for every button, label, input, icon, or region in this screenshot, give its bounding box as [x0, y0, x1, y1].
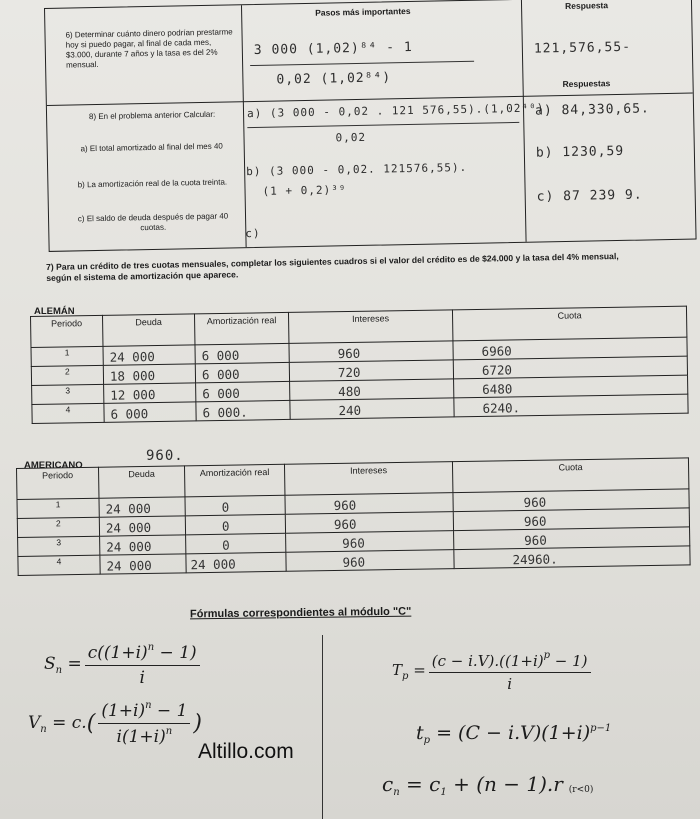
question-8a: a) El total amortizado al final del mes 40 — [80, 141, 223, 154]
debt-cell: 24 000 — [99, 516, 185, 536]
installment-cell: 6960 — [453, 337, 687, 360]
column-header: Intereses — [288, 310, 452, 344]
q8a-work-numerator: a) (3 000 - 0,02 . 121 576,55).(1,02⁴⁰) — [246, 101, 545, 121]
column-header: Periodo — [31, 315, 103, 347]
column-header: Intereses — [284, 462, 452, 496]
column-divider — [241, 5, 247, 247]
americano-table — [16, 457, 691, 576]
period-cell: 4 — [32, 403, 104, 423]
amortization-cell: 24 000 — [186, 552, 286, 573]
debt-cell: 24 000 — [100, 554, 186, 574]
q8b-work-numerator: b) (3 000 - 0,02. 121576,55). — [246, 160, 468, 179]
question-8-intro: 8) En el problema anterior Calcular: — [88, 109, 216, 122]
exercise-table — [44, 0, 697, 252]
period-cell: 2 — [31, 365, 103, 385]
answer-header: Respuesta — [564, 0, 609, 11]
column-header: Deuda — [102, 314, 194, 346]
amortization-cell: 6 000 — [195, 343, 289, 363]
interest-cell: 720 — [289, 360, 453, 382]
interest-cell: 960 — [289, 341, 453, 363]
column-header: Amortización real — [184, 464, 284, 497]
q8b-answer: b) 1230,59 — [535, 143, 625, 161]
interest-cell: 960 — [286, 550, 454, 572]
answers-header: Respuestas — [562, 78, 611, 90]
formula-sn: $S_n$ = $\frac{c((1+i)^n - 1)}{i}$ — [44, 642, 203, 688]
period-cell: 1 — [17, 498, 99, 518]
americano-note: 960. — [146, 448, 184, 464]
debt-cell: 24 000 — [100, 535, 186, 555]
debt-cell: 12 000 — [104, 383, 196, 403]
formula-tp-small: $t_p = (C - i.V)(1+i)^{p-1}$ — [416, 722, 612, 746]
amortization-cell: 6 000 — [195, 362, 289, 382]
aleman-label: ALEMÁN — [34, 306, 75, 317]
q8c-answer: c) 87 239 9. — [536, 187, 643, 205]
interest-cell: 480 — [290, 379, 454, 401]
q6-work-numerator: 3 000 (1,02)⁸⁴ - 1 — [253, 39, 413, 58]
column-header: Cuota — [452, 306, 686, 341]
amortization-cell: 0 — [185, 514, 285, 535]
interest-cell: 240 — [290, 398, 454, 420]
formula-cn-condition: (r<0) — [568, 785, 594, 795]
debt-cell: 24 000 — [103, 345, 195, 365]
interest-cell: 960 — [285, 512, 453, 534]
q8a-answer: a) 84,330,65. — [534, 101, 650, 119]
installment-cell: 24960. — [454, 546, 690, 569]
question-8b: b) La amortización real de la cuota treinta. — [77, 177, 228, 190]
aleman-table — [30, 306, 689, 424]
formula-vn: $V_n = c$. ( $\frac{(1+i)^n - 1}{i(1+i)^n}$ ) — [28, 700, 202, 747]
formula-tp: $T_p$ = $\frac{(c - i.V).((1+i)^p - 1)}{i}$ — [392, 650, 594, 693]
interest-cell: 960 — [285, 493, 453, 515]
period-cell: 4 — [18, 555, 100, 575]
steps-header: Pasos más importantes — [315, 5, 411, 18]
q8c-work: c) — [245, 226, 261, 241]
q8a-work-denominator: 0,02 — [335, 130, 367, 145]
question-8c: c) El saldo de deuda después de pagar 40 cuotas. — [77, 211, 229, 233]
debt-cell: 18 000 — [103, 364, 195, 384]
question-6-text: 6) Determinar cuánto dinero podrían prestarme hoy si puedo pagar, al final de cada mes, $3.000, durante 7 años y la tasa es del 2% mensual. — [65, 27, 233, 70]
interest-cell: 960 — [286, 531, 454, 553]
column-header: Periodo — [17, 467, 99, 499]
formulas-title: Fórmulas correspondientes al módulo "C" — [189, 605, 412, 621]
debt-cell: 6 000 — [104, 402, 196, 422]
installment-cell: 960 — [454, 527, 690, 550]
formula-divider — [322, 635, 323, 819]
installment-cell: 6720 — [453, 356, 687, 379]
amortization-cell: 6 000 — [196, 381, 290, 401]
period-cell: 3 — [18, 536, 100, 556]
installment-cell: 960 — [453, 508, 689, 531]
q8b-work-denominator: (1 + 0,2)³⁹ — [262, 183, 347, 198]
column-header: Amortización real — [194, 312, 288, 344]
formula-cn: $c_n = c_1 + (n - 1).r$ (r<0) — [382, 772, 594, 798]
period-cell: 1 — [31, 346, 103, 366]
column-header: Cuota — [452, 458, 688, 493]
amortization-cell: 6 000. — [196, 400, 290, 420]
question-7-text: 7) Para un crédito de tres cuotas mensuales, completar los siguientes cuadros si el valor del crédito es de $24.000 y la tasa del 4% mensual, según el sistema de amortización que aparece. — [46, 251, 619, 283]
amortization-cell: 0 — [186, 533, 286, 554]
watermark: Altillo.com — [198, 740, 294, 763]
fraction-bar — [247, 122, 519, 128]
fraction-bar — [250, 61, 474, 66]
period-cell: 3 — [32, 384, 104, 404]
column-divider — [521, 0, 527, 242]
period-cell: 2 — [17, 517, 99, 537]
q6-work-denominator: 0,02 (1,02⁸⁴) — [276, 70, 392, 88]
column-header: Deuda — [98, 466, 184, 498]
debt-cell: 24 000 — [99, 497, 185, 517]
installment-cell: 6480 — [454, 375, 688, 398]
installment-cell: 6240. — [454, 394, 688, 417]
q6-answer: 121,576,55- — [533, 39, 632, 57]
installment-cell: 960 — [453, 489, 689, 512]
amortization-cell: 0 — [185, 495, 285, 516]
americano-label: AMERICANO — [24, 460, 83, 471]
